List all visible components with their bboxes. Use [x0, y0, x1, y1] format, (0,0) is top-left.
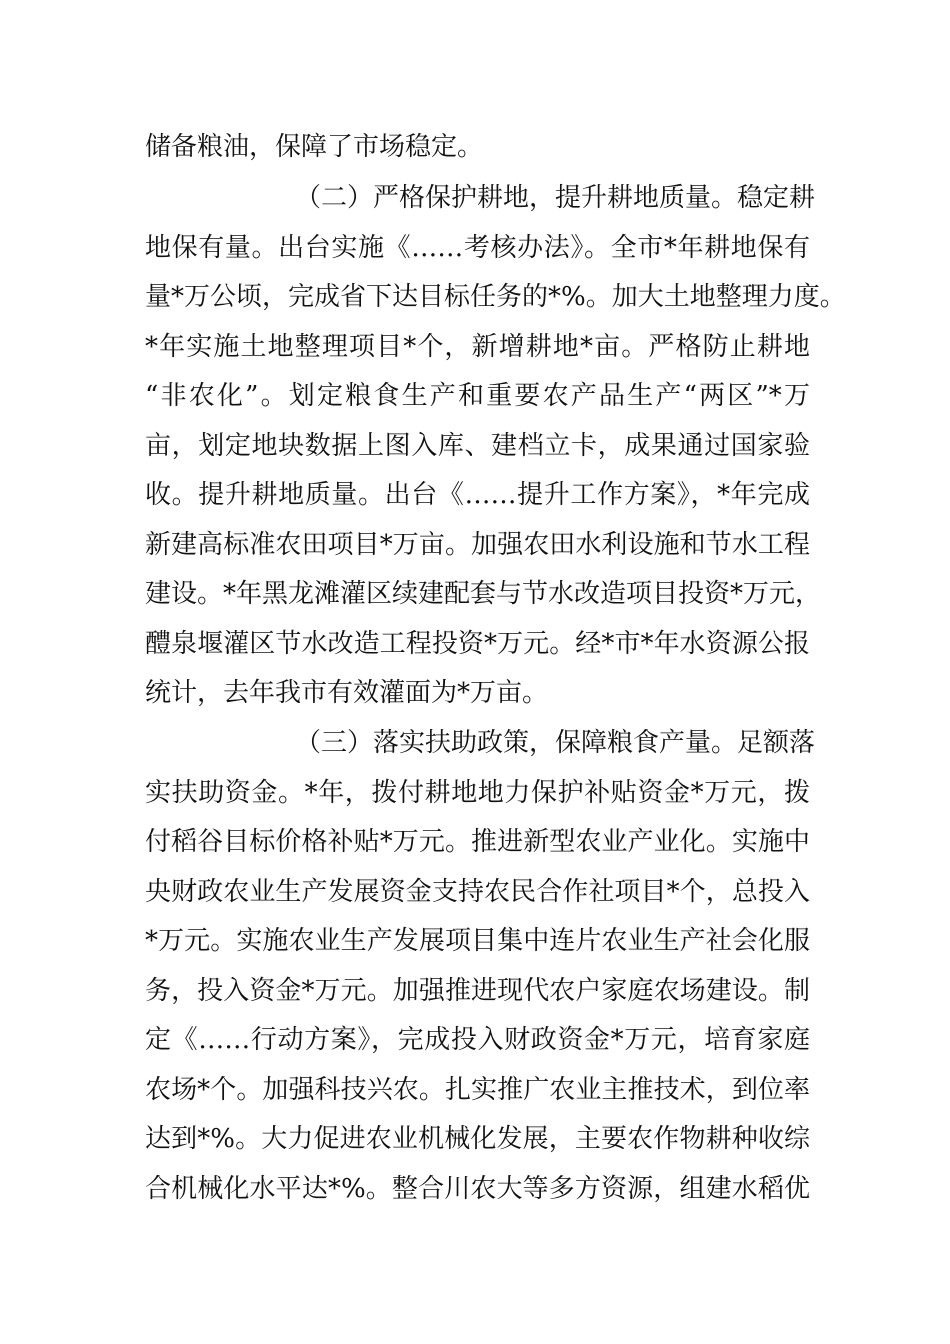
text-line: 新建高标准农田项目*万亩。加强农田水利设施和节水工程: [145, 529, 810, 560]
text-line: 合机械化水平达*%。整合川农大等多方资源，组建水稻优: [145, 1173, 810, 1204]
text-line: 统计，去年我市有效灌面为*万亩。: [145, 678, 549, 708]
text-line: 醴泉堰灌区节水改造工程投资*万元。经*市*年水资源公报: [145, 628, 810, 659]
text-line: 地保有量。出台实施《……考核办法》。全市*年耕地保有: [145, 232, 810, 263]
text-line: 达到*%。大力促进农业机械化发展，主要农作物耕种收综: [145, 1124, 810, 1154]
text-line: *万元。实施农业生产发展项目集中连片农业生产社会化服: [145, 926, 810, 956]
text-line: *年实施土地整理项目*个，新增耕地*亩。严格防止耕地: [145, 331, 810, 362]
section-heading-line: （三）落实扶助政策，保障粮食产量。足额落: [295, 728, 816, 758]
paragraph-continued: [145, 123, 810, 173]
text-line: 定《……行动方案》，完成投入财政资金*万元，培育家庭: [145, 1025, 810, 1055]
text-line: 建设。*年黑龙滩灌区续建配套与节水改造项目投资*万元，: [145, 579, 822, 609]
text-line: 储备粮油，保障了市场稳定。: [145, 132, 484, 162]
text-line: 实扶助资金。*年，拨付耕地地力保护补贴资金*万元，拨: [145, 777, 810, 808]
text-line: 亩，划定地块数据上图入库、建档立卡，成果通过国家验: [145, 430, 810, 461]
text-line: “非农化”。划定粮食生产和重要农产品生产“两区”*万: [145, 381, 810, 411]
text-line: 收。提升耕地质量。出台《……提升工作方案》，*年完成: [145, 480, 810, 510]
text-line: 付稻谷目标价格补贴*万元。推进新型农业产业化。实施中: [145, 827, 810, 857]
text-line: 量*万公顷，完成省下达目标任务的*%。加大土地整理力度。: [145, 282, 846, 312]
section-heading-line: （二）严格保护耕地，提升耕地质量。稳定耕: [295, 183, 816, 213]
paragraph-section-3: [145, 719, 816, 1214]
text-line: 央财政农业生产发展资金支持农民合作社项目*个，总投入: [145, 876, 810, 907]
paragraph-section-2: [145, 174, 846, 719]
text-line: 务，投入资金*万元。加强推进现代农户家庭农场建设。制: [145, 975, 810, 1006]
text-line: 农场*个。加强科技兴农。扎实推广农业主推技术，到位率: [145, 1074, 810, 1105]
